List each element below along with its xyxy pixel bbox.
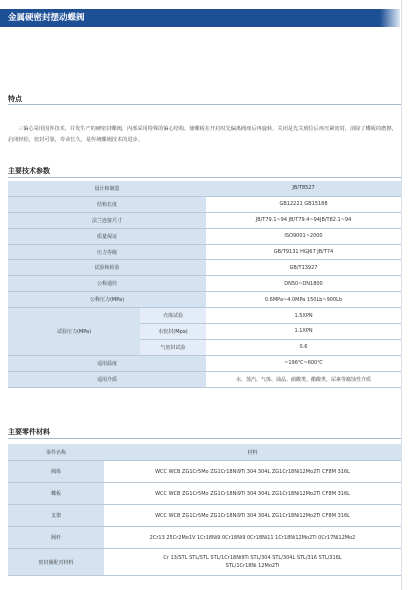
right-divider [401,0,402,590]
test-value: 1.1XPN [206,324,401,340]
spec-label: 适用介质 [8,371,206,387]
table-row [8,505,401,527]
part-material: WCC WCB ZG1Cr5Mo ZG1Cr18Ni9Ti 304 304L ZG1Cr18Ni12Mo2Ti CF8M 316L [104,461,401,483]
spec-label: 质量保证 [8,228,206,244]
spec-label: 公称压力(MPa) [8,292,206,308]
spec-label: 试验和检验 [8,260,206,276]
test-sub-label: 壳体试验 [140,308,206,324]
table-row [8,212,401,228]
materials-table [8,444,401,576]
specs-header-label: 设计和制造 [8,181,206,196]
spec-value: GB/T9131 HGJ67 JB/T74 [206,244,401,260]
banner-gradient [380,9,400,27]
table-row [8,355,401,371]
table-row [8,228,401,244]
materials-header-part: 零件名称 [8,444,104,461]
spec-value: DN50~DN1800 [206,276,401,292]
table-row [8,549,401,576]
test-pressure-label: 试验压力(MPa) [8,308,140,356]
spec-value: ISO9001~2000 [206,228,401,244]
page-title: 金属硬密封摆动蝶阀 [8,13,85,23]
materials-header-material: 材料 [104,444,401,461]
table-row [8,461,401,483]
specs-title: 主要技术参数 [8,167,50,175]
table-row [8,483,401,505]
spec-label: 公称通径 [8,276,206,292]
test-value: 1.5XPN [206,308,401,324]
part-material: WCC WCB ZG1Cr5Mo ZG1Cr18Ni9Ti 304 304L ZG1Cr18Ni12Mo2Ti CF8M 316L [104,483,401,505]
part-name: 阀体 [8,461,104,483]
spec-value: ~196℃~600℃ [206,355,401,371]
spec-value: GB/T13927 [206,260,401,276]
table-row [8,371,401,387]
spec-label: 结构长度 [8,196,206,212]
specs-rule [8,177,401,178]
specs-header-row [8,181,401,196]
page-banner [0,9,380,27]
table-row [8,260,401,276]
test-sub-label: 水密封(Mpa) [140,324,206,340]
table-row [8,196,401,212]
part-name: 密封圈配对材料 [8,549,104,576]
materials-title: 主要零件材料 [8,428,50,436]
features-title: 特点 [8,95,22,103]
part-material: 2Cr13 25Cr2Mo1V 1Cr18Ni9 0Cr18Ni9 0Cr18Ni11 1Cr18Ni12Mo2Ti 0Cr17Ni12Mo2 [104,527,401,549]
part-material: WCC WCB ZG1Cr5Mo ZG1Cr18Ni9Ti 304 304L ZG1Cr18Ni12Mo2Ti CF8M 316L [104,505,401,527]
spec-value: 水、蒸汽、气体、油品、硝酸类、醋酸类、尿素等腐蚀性介质 [206,371,401,387]
table-row [8,527,401,549]
spec-label: 压力等级 [8,244,206,260]
spec-value: GB12221 GB15188 [206,196,401,212]
test-sub-label: 气密封试验 [140,339,206,355]
table-row [8,244,401,260]
specs-header-value: JB/T8527 [206,181,401,196]
specs-table [8,181,401,388]
spec-value: JB/T79.1~94 JB/T79.4~94JB/T82.1~94 [206,212,401,228]
part-name: 阀杆 [8,527,104,549]
table-row [8,292,401,308]
materials-rule [8,438,401,439]
spec-label: 适用温度 [8,355,206,371]
part-name: 支架 [8,505,104,527]
features-text: 三偏心采用国外技术，并发生产的硬密封蝶阀，内部采用特殊的偏心结构。使蝶板在开启时先偏离阀座后再旋转，关闭是先关到位后再压紧密封，消除了蝶板的磨擦，启闭轻松，密封可靠，寿命长久，是传统蝶阀技术的进步。 [8,126,397,143]
spec-label: 法兰连接尺寸 [8,212,206,228]
features-rule [8,104,401,105]
materials-header-row [8,444,401,461]
part-name: 蝶板 [8,483,104,505]
part-material: Cr 13/STL STL/STL STL/1Cr18Ni9Ti STL/304 STL/304L STL/316 STL/316L STL/1Cr18Ni 12Mo2Ti [104,549,401,576]
spec-value: 0.6MPa~4.0MPa 150Lb~900Lb [206,292,401,308]
table-row [8,276,401,292]
test-value: 0.6 [206,339,401,355]
table-row [8,308,401,324]
